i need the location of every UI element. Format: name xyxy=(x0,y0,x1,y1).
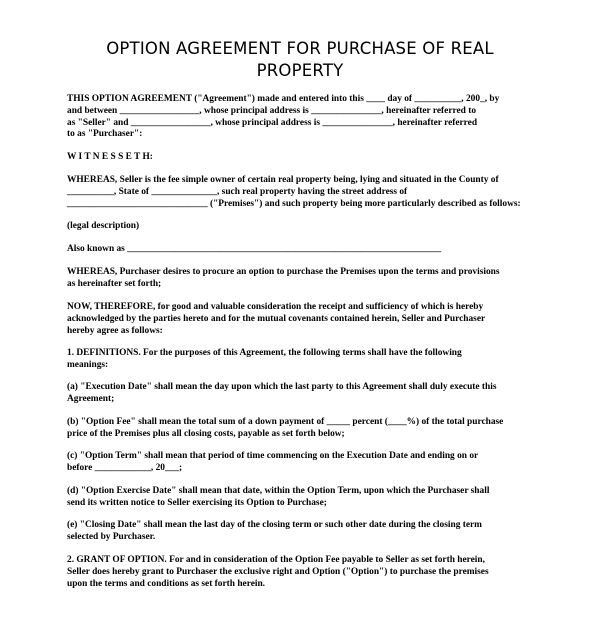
text-line: before ____________, 20___; xyxy=(67,462,183,473)
text-line: (legal description) xyxy=(67,221,140,231)
text-line: WHEREAS, Seller is the fee simple owner of certain real property being, lying and situated in the County of xyxy=(67,175,499,185)
whereas-seller-paragraph xyxy=(67,175,567,210)
whereas-purchaser-paragraph xyxy=(67,267,567,291)
execution-date-definition xyxy=(67,382,567,406)
text-line: (e) "Closing Date" shall mean the last day of the closing term or such other date during the closing term xyxy=(67,520,482,530)
title-line-1: OPTION AGREEMENT FOR PURCHASE OF REAL xyxy=(106,39,494,58)
text-line: upon the terms and conditions as set forth herein. xyxy=(67,578,266,589)
text-line: Also known as ___________________________________________________________________ xyxy=(67,244,442,254)
text-line: WHEREAS, Purchaser desires to procure an option to purchase the Premises upon the terms and provisions xyxy=(67,267,500,277)
text-line: W I T N E S S E T H: xyxy=(67,152,153,162)
definitions-paragraph xyxy=(67,348,567,372)
text-line: hereby agree as follows: xyxy=(67,325,163,336)
text-line: Agreement; xyxy=(67,393,115,404)
text-line: ______________________________ ("Premises") and such property being more particularly described as follows: xyxy=(67,198,521,209)
text-line: THIS OPTION AGREEMENT ("Agreement") made and entered into this ____ day of __________, 200_, by xyxy=(67,94,500,104)
text-line: meanings: xyxy=(67,359,109,370)
option-term-definition xyxy=(67,451,567,475)
text-line: 2. GRANT OF OPTION. For and in consideration of the Option Fee payable to Seller as set forth herein, xyxy=(67,555,485,565)
text-line: (a) "Execution Date" shall mean the day upon which the last party to this Agreement shall duly execute this xyxy=(67,382,497,392)
text-line: __________, State of ______________, such real property having the street address of xyxy=(67,186,408,197)
text-line: acknowledged by the parties hereto and for the mutual covenants contained herein, Seller and Purchaser xyxy=(67,313,486,324)
text-line: to as "Purchaser": xyxy=(67,129,143,140)
legal-description-paragraph xyxy=(67,221,567,233)
closing-date-definition xyxy=(67,520,567,544)
document-title xyxy=(40,38,560,82)
text-line: (c) "Option Term" shall mean that period of time commencing on the Execution Date and ending on or xyxy=(67,451,479,461)
preamble-paragraph xyxy=(67,94,567,141)
text-line: (b) "Option Fee" shall mean the total sum of a down payment of _____ percent (____%) of the total purchase xyxy=(67,417,504,427)
witnesseth-heading xyxy=(67,152,567,164)
title-line-2: PROPERTY xyxy=(256,61,344,80)
text-line: selected by Purchaser. xyxy=(67,531,156,542)
text-line: NOW, THEREFORE, for good and valuable consideration the receipt and sufficiency of which is hereby xyxy=(67,302,484,312)
text-line: (d) "Option Exercise Date" shall mean that date, within the Option Term, upon which the Purchaser shall xyxy=(67,486,490,496)
option-fee-definition xyxy=(67,417,567,441)
now-therefore-paragraph xyxy=(67,302,567,337)
text-line: and between _________________, whose principal address is _______________, hereinafter referred to xyxy=(67,105,477,116)
text-line: as "Seller" and _________________, whose principal address is _______________, hereinafter referred xyxy=(67,117,478,128)
option-exercise-date-definition xyxy=(67,486,567,510)
text-line: send its written notice to Seller exercising its Option to Purchase; xyxy=(67,497,327,508)
text-line: price of the Premises plus all closing costs, payable as set forth below; xyxy=(67,428,345,439)
also-known-as-paragraph xyxy=(67,244,567,256)
grant-of-option-paragraph xyxy=(67,555,567,590)
text-line: 1. DEFINITIONS. For the purposes of this Agreement, the following terms shall have the following xyxy=(67,348,462,358)
text-line: as hereinafter set forth; xyxy=(67,278,162,289)
text-line: Seller does hereby grant to Purchaser the exclusive right and Option ("Option") to purchase the premises xyxy=(67,566,489,577)
